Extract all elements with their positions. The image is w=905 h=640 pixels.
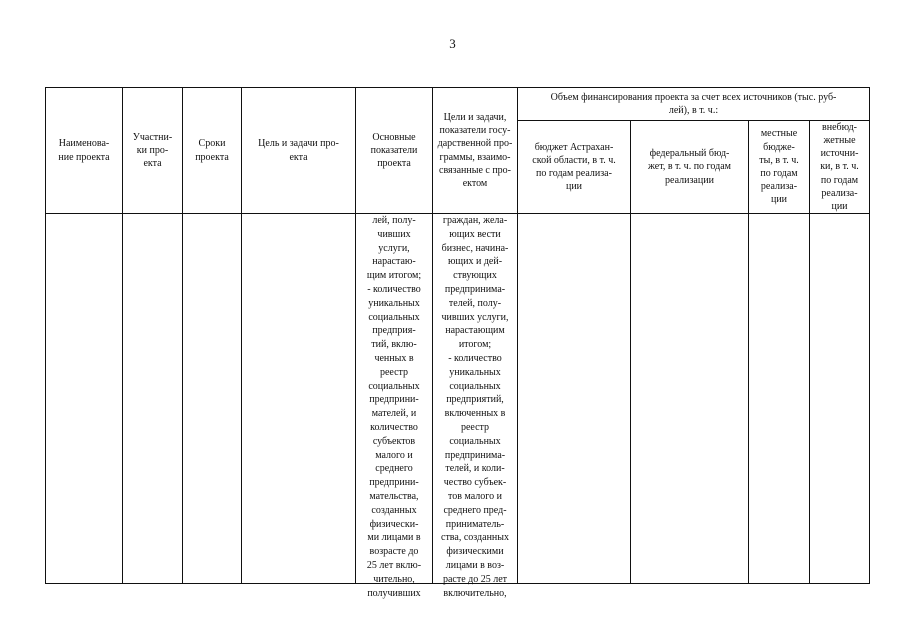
body-text-line: мателей, и bbox=[371, 408, 417, 420]
body-text-line: получивших bbox=[367, 587, 421, 599]
body-text-line: услуги, bbox=[378, 242, 410, 254]
body-text-line: чество субъек- bbox=[443, 477, 507, 489]
header-main-indicators: Основные показатели проекта bbox=[370, 131, 418, 170]
body-text-line: телей, полу- bbox=[448, 297, 502, 309]
body-text-line: тов малого и bbox=[448, 490, 502, 502]
body-text-line: социальных bbox=[449, 435, 501, 447]
body-text-line: предприни- bbox=[369, 394, 419, 406]
body-text-line: малого и bbox=[375, 449, 413, 461]
body-text-line: физическими bbox=[446, 546, 504, 558]
body-text-line: социальных bbox=[368, 311, 420, 323]
body-text-line: щим итогом; bbox=[366, 270, 422, 282]
body-text-line: предприятий, bbox=[446, 394, 504, 406]
body-text-line: расте до 25 лет bbox=[442, 573, 508, 585]
body-text-line: мательства, bbox=[369, 490, 419, 502]
header-terms: Сроки проекта bbox=[195, 138, 229, 163]
body-text-line: социальных bbox=[449, 380, 501, 392]
body-text-line: возрасте до bbox=[369, 546, 419, 558]
body-text-line: реестр bbox=[460, 421, 490, 433]
body-text-line: приниматель- bbox=[445, 518, 505, 530]
gov-program-text bbox=[433, 214, 517, 599]
body-text-line: чительно, bbox=[373, 573, 415, 585]
body-text-line: нарастающим bbox=[445, 325, 505, 337]
body-text-line: количество bbox=[370, 421, 418, 433]
header-financing-group: Объем финансирования проекта за счет всех источников (тыс. руб- лей), в т. ч.: bbox=[550, 91, 837, 116]
body-text-line: уникальных bbox=[449, 366, 501, 378]
main-indicators-text bbox=[356, 214, 432, 599]
body-text-line: предпринима- bbox=[444, 283, 506, 295]
body-text-line: физически- bbox=[369, 518, 419, 530]
body-text-line: предприя- bbox=[372, 325, 416, 337]
body-text-line: тий, вклю- bbox=[371, 339, 417, 351]
body-text-line: - количество bbox=[448, 352, 502, 364]
header-federal-budget: федеральный бюд- жет, в т. ч. по годам реализации bbox=[648, 148, 731, 186]
body-text-line: ствующих bbox=[453, 270, 497, 282]
body-text-line: бизнес, начина- bbox=[441, 242, 509, 254]
header-regional-budget: бюджет Астрахан- ской области, в т. ч. по годам реализа- ции bbox=[532, 141, 616, 193]
header-gov-program: Цели и задачи, показатели госу- дарственной про- граммы, взаимо- связанные с про- ектом bbox=[437, 111, 513, 189]
table-border-right bbox=[869, 87, 870, 584]
body-text-line: нарастаю- bbox=[372, 256, 416, 268]
body-text-line: итогом; bbox=[458, 339, 492, 351]
body-text-line: субъектов bbox=[372, 435, 416, 447]
body-text-line: ми лицами в bbox=[367, 532, 421, 544]
body-text-line: граждан, жела- bbox=[442, 215, 508, 226]
body-text-line: лей, полу- bbox=[372, 215, 416, 226]
body-text-line: - количество bbox=[367, 283, 421, 295]
body-text-line: созданных bbox=[371, 504, 417, 516]
body-text-line: среднего пред- bbox=[443, 504, 507, 516]
body-text-line: ющих и дей- bbox=[447, 256, 503, 268]
body-text-line: ющих вести bbox=[449, 228, 501, 240]
header-local-budgets: местные бюдже- ты, в т. ч. по годам реализа- ции bbox=[759, 128, 799, 206]
body-text-line: чивших услуги, bbox=[441, 311, 509, 323]
body-text-line: ченных в bbox=[374, 352, 414, 364]
body-text-line: предприни- bbox=[369, 477, 419, 489]
body-text-line: ства, созданных bbox=[441, 532, 509, 544]
body-text-line: уникальных bbox=[368, 297, 420, 309]
body-text-line: социальных bbox=[368, 380, 420, 392]
body-text-line: предпринима- bbox=[444, 449, 506, 461]
body-text-line: 25 лет вклю- bbox=[366, 559, 422, 571]
body-text-line: чивших bbox=[377, 228, 411, 240]
body-text-line: лицами в воз- bbox=[445, 559, 505, 571]
project-table bbox=[45, 87, 870, 599]
body-text-line: телей, и коли- bbox=[445, 463, 505, 475]
header-participants: Участни- ки про- екта bbox=[132, 131, 173, 170]
body-text-line: среднего bbox=[375, 463, 413, 475]
header-project-name: Наименова- ние проекта bbox=[58, 138, 110, 163]
header-goal: Цель и задачи про- екта bbox=[258, 138, 339, 163]
page-number: 3 bbox=[449, 36, 456, 51]
body-text-line: включенных в bbox=[444, 408, 506, 420]
body-text-line: включительно, bbox=[443, 587, 507, 599]
header-off-budget: внебюд- жетные источни- ки, в т. ч. по годам реализа- ции bbox=[820, 121, 859, 213]
body-text-line: реестр bbox=[379, 366, 409, 378]
